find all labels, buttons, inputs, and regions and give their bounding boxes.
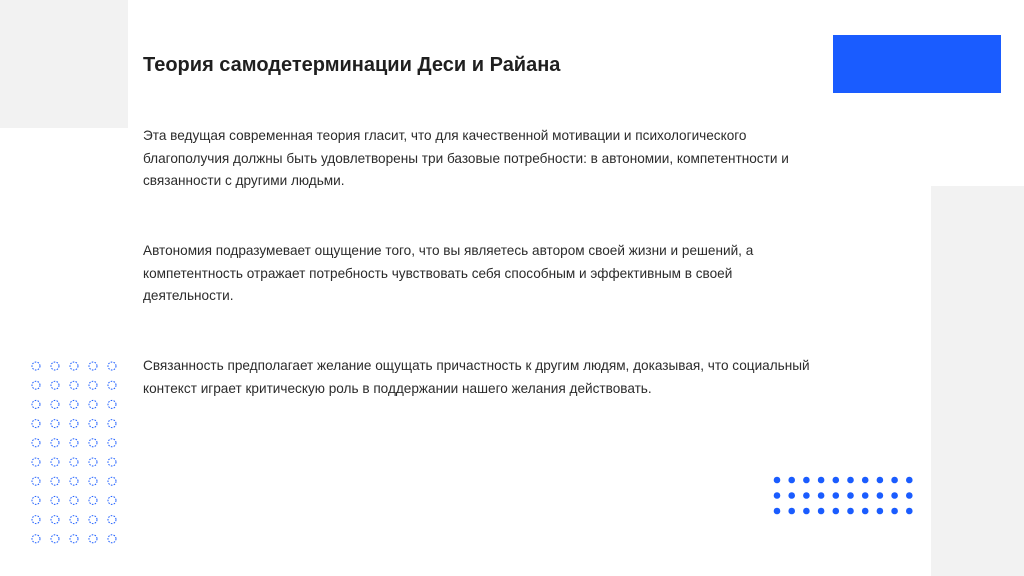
outline-dot <box>32 400 40 408</box>
filled-dot <box>906 492 913 499</box>
outline-dot <box>51 439 59 447</box>
slide-title: Теория самодетерминации Деси и Райана <box>143 54 561 76</box>
outline-dot <box>51 420 59 428</box>
filled-dot <box>818 477 825 484</box>
outline-dot <box>32 439 40 447</box>
filled-dot <box>862 477 869 484</box>
outline-dot <box>51 400 59 408</box>
filled-dot <box>788 477 795 484</box>
decorative-outline-dot-grid <box>30 360 122 546</box>
outline-dot <box>51 496 59 504</box>
filled-dot <box>877 477 884 484</box>
outline-dot <box>32 496 40 504</box>
decorative-gray-panel-top-left <box>0 0 128 128</box>
outline-dot <box>89 439 97 447</box>
outline-dot <box>108 458 116 466</box>
filled-dot <box>774 492 781 499</box>
outline-dot <box>89 420 97 428</box>
filled-dot <box>833 477 840 484</box>
outline-dot <box>89 400 97 408</box>
decorative-gray-panel-right <box>931 186 1024 576</box>
outline-dot <box>108 516 116 524</box>
outline-dot <box>70 516 78 524</box>
outline-dot <box>32 535 40 543</box>
outline-dot <box>108 477 116 485</box>
filled-dot <box>847 477 854 484</box>
filled-dot <box>906 508 913 515</box>
accent-blue-rectangle <box>833 35 1001 93</box>
outline-dot <box>70 439 78 447</box>
filled-dot <box>877 492 884 499</box>
outline-dot <box>51 381 59 389</box>
filled-dot <box>803 477 810 484</box>
outline-dot <box>70 477 78 485</box>
outline-dot <box>89 381 97 389</box>
outline-dot <box>108 439 116 447</box>
filled-dot <box>891 477 898 484</box>
outline-dot <box>51 477 59 485</box>
outline-dot <box>89 458 97 466</box>
outline-dot <box>51 458 59 466</box>
outline-dot <box>70 535 78 543</box>
filled-dot <box>833 508 840 515</box>
outline-dot <box>51 535 59 543</box>
filled-dot <box>833 492 840 499</box>
filled-dot <box>847 508 854 515</box>
outline-dot <box>70 381 78 389</box>
filled-dot <box>906 477 913 484</box>
outline-dot <box>89 496 97 504</box>
outline-dot <box>32 516 40 524</box>
outline-dot <box>51 516 59 524</box>
paragraph-intro: Эта ведущая современная теория гласит, что для качественной мотивации и психологического благополучия должны быть удовлетворены три базовые потребности: в автономии, компетентности и связанности с другими людьми. <box>143 128 789 188</box>
filled-dot <box>788 492 795 499</box>
filled-dot <box>818 508 825 515</box>
outline-dot <box>89 535 97 543</box>
filled-dot <box>788 508 795 515</box>
paragraph-autonomy: Автономия подразумевает ощущение того, что вы являетесь автором своей жизни и решений, а компетентность отражает потребность чувствовать себя способным и эффективным в своей деятельности. <box>143 243 754 303</box>
outline-dot <box>32 458 40 466</box>
filled-dot <box>774 477 781 484</box>
outline-dot <box>108 381 116 389</box>
filled-dot <box>847 492 854 499</box>
outline-dot <box>70 400 78 408</box>
outline-dot <box>89 516 97 524</box>
filled-dot <box>891 508 898 515</box>
filled-dot <box>877 508 884 515</box>
outline-dot <box>108 400 116 408</box>
filled-dot <box>862 492 869 499</box>
filled-dot <box>803 492 810 499</box>
filled-dot <box>803 508 810 515</box>
outline-dot <box>32 362 40 370</box>
outline-dot <box>108 496 116 504</box>
outline-dot <box>32 420 40 428</box>
outline-dot <box>70 496 78 504</box>
outline-dot <box>70 458 78 466</box>
paragraph-relatedness: Связанность предполагает желание ощущать причастность к другим людям, доказывая, что социальный контекст играет критическую роль в поддержании нашего желания действовать. <box>143 358 810 396</box>
outline-dot <box>89 362 97 370</box>
outline-dot <box>108 362 116 370</box>
outline-dot <box>51 362 59 370</box>
outline-dot <box>32 381 40 389</box>
outline-dot <box>108 420 116 428</box>
outline-dot <box>32 477 40 485</box>
filled-dot <box>818 492 825 499</box>
filled-dot <box>891 492 898 499</box>
outline-dot <box>89 477 97 485</box>
filled-dot <box>774 508 781 515</box>
outline-dot <box>108 535 116 543</box>
decorative-filled-dot-grid <box>773 476 915 516</box>
outline-dot <box>70 362 78 370</box>
outline-dot <box>70 420 78 428</box>
filled-dot <box>862 508 869 515</box>
